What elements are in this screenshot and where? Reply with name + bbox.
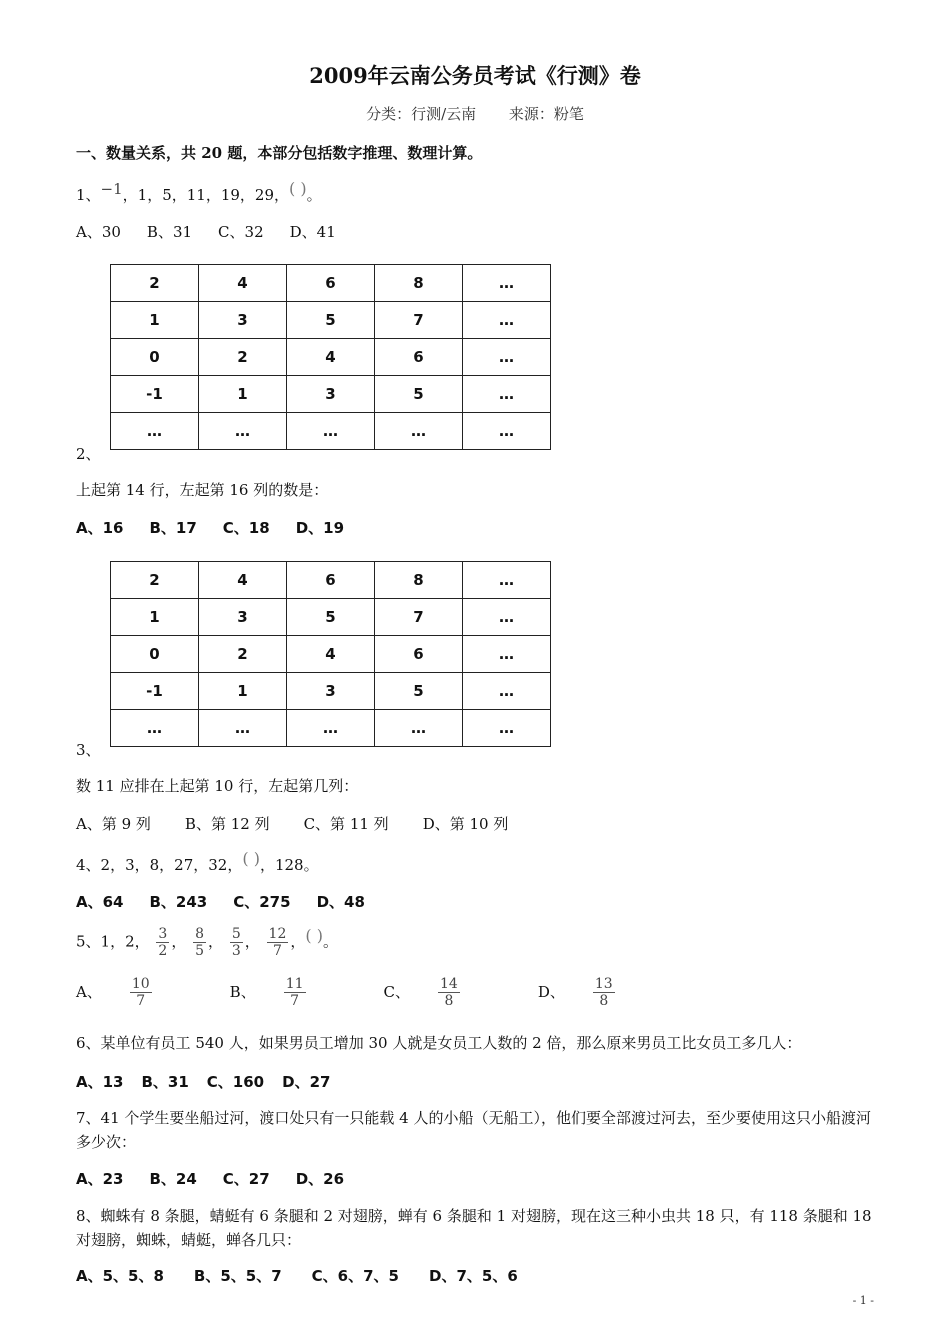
fraction: $\frac{5}{3}$ bbox=[231, 926, 241, 959]
grid-cell: 5 bbox=[287, 302, 375, 339]
option-b: B、243 bbox=[149, 893, 208, 911]
question-number: 7、 bbox=[76, 1109, 101, 1127]
question-number: 4、 bbox=[76, 856, 101, 874]
grid-cell: … bbox=[111, 413, 199, 450]
option-c: C、27 bbox=[222, 1170, 270, 1188]
options-q8 bbox=[76, 1265, 544, 1286]
fraction: $\frac{3}{2}$ bbox=[158, 926, 168, 959]
question-text: 蜘蛛有 8 条腿，蜻蜓有 6 条腿和 2 对翅膀，蝉有 6 条腿和 1 对翅膀，现在这三种小虫共 18 只，有 118 条腿和 18 对翅膀，蜘蛛，蜻蜓，蝉各几只： bbox=[76, 1207, 872, 1249]
grid-cell: 0 bbox=[111, 636, 199, 673]
option-c: C、第 11 列 bbox=[303, 815, 389, 833]
option-b: B、31 bbox=[141, 1073, 189, 1091]
grid-cell: 2 bbox=[199, 636, 287, 673]
grid-cell: 2 bbox=[111, 562, 199, 599]
grid-cell: 2 bbox=[199, 339, 287, 376]
option-b: B、31 bbox=[146, 223, 193, 241]
option-b: B、24 bbox=[149, 1170, 197, 1188]
question-3-text: 数 11 应排在上起第 10 行，左起第几列： bbox=[76, 777, 359, 795]
option-c: C、6、7、5 bbox=[311, 1267, 399, 1285]
option-c: C、160 bbox=[206, 1073, 265, 1091]
grid-cell: 6 bbox=[375, 339, 463, 376]
question-5: 5、1，2， $\frac{3}{2}$ ， $\frac{8}{5}$ ， $\frac{5}{3}$ ， $\frac{12}{7}$ ，( )。 bbox=[76, 925, 338, 959]
option-d: D、第 10 列 bbox=[422, 815, 509, 833]
option-a: A、5、5、8 bbox=[76, 1267, 164, 1285]
option-a: A、16 bbox=[76, 519, 124, 537]
blank-paren: ( ) bbox=[305, 925, 323, 945]
option-d: D、48 bbox=[316, 893, 365, 911]
grid-cell: … bbox=[375, 710, 463, 747]
sequence-text: 2，3，8，27，32， bbox=[100, 856, 243, 874]
option-c: C、 $\frac{14}{8}$ bbox=[383, 976, 458, 1009]
grid-cell: 8 bbox=[375, 265, 463, 302]
grid-cell: 4 bbox=[287, 339, 375, 376]
source-label: 来源：粉笔 bbox=[508, 105, 584, 123]
option-d: D、26 bbox=[295, 1170, 345, 1188]
grid-cell: … bbox=[463, 376, 551, 413]
fraction: $\frac{8}{5}$ bbox=[195, 926, 205, 959]
grid-cell: 6 bbox=[287, 562, 375, 599]
grid-cell: 4 bbox=[199, 265, 287, 302]
option-c: C、18 bbox=[222, 519, 270, 537]
options-q7 bbox=[76, 1168, 370, 1189]
option-c: C、275 bbox=[233, 893, 291, 911]
grid-cell: … bbox=[199, 413, 287, 450]
grid-cell: … bbox=[463, 265, 551, 302]
option-b: B、 $\frac{11}{7}$ bbox=[229, 976, 304, 1009]
grid-cell: -1 bbox=[111, 376, 199, 413]
negative-one: −1 bbox=[100, 180, 123, 198]
grid-cell: … bbox=[463, 562, 551, 599]
blank-paren: ( ) bbox=[289, 179, 307, 198]
option-d: D、41 bbox=[289, 223, 336, 241]
grid-cell: 1 bbox=[111, 302, 199, 339]
option-a: A、64 bbox=[76, 893, 124, 911]
fraction: $\frac{12}{7}$ bbox=[268, 926, 287, 959]
options-q3 bbox=[76, 813, 534, 834]
question-number: 5、 bbox=[76, 932, 101, 951]
option-d: D、27 bbox=[282, 1073, 331, 1091]
options-q2 bbox=[76, 517, 370, 538]
page-title: 2009年云南公务员考试《行测》卷 bbox=[309, 63, 641, 88]
number-grid-q2 bbox=[110, 264, 551, 450]
options-q1 bbox=[76, 221, 362, 242]
sequence-end: ，128。 bbox=[259, 856, 319, 874]
question-7 bbox=[76, 1106, 876, 1154]
grid-cell: … bbox=[287, 413, 375, 450]
grid-cell: … bbox=[199, 710, 287, 747]
grid-cell: -1 bbox=[111, 673, 199, 710]
grid-cell: 3 bbox=[199, 302, 287, 339]
option-d: D、7、5、6 bbox=[429, 1267, 518, 1285]
options-q6 bbox=[76, 1071, 356, 1092]
question-8 bbox=[76, 1204, 876, 1252]
grid-cell: 4 bbox=[199, 562, 287, 599]
grid-cell: 8 bbox=[375, 562, 463, 599]
grid-cell: … bbox=[463, 636, 551, 673]
doc-meta bbox=[0, 103, 950, 124]
option-d: D、19 bbox=[295, 519, 345, 537]
grid-cell: 2 bbox=[111, 265, 199, 302]
question-number: 6、 bbox=[76, 1034, 101, 1052]
question-number: 8、 bbox=[76, 1207, 101, 1225]
category-label: 分类：行测/云南 bbox=[366, 105, 477, 123]
grid-cell: … bbox=[287, 710, 375, 747]
sequence-text: 1，2， bbox=[100, 932, 150, 951]
question-3-number: 3、 bbox=[76, 741, 101, 759]
question-6 bbox=[76, 1031, 801, 1055]
number-grid-q3 bbox=[110, 561, 551, 747]
option-d: D、 $\frac{13}{8}$ bbox=[537, 976, 613, 1009]
question-text: 41 个学生要坐船过河，渡口处只有一只能载 4 人的小船（无船工），他们要全部渡过河去，至少要使用这只小船渡河多少次： bbox=[76, 1109, 871, 1151]
question-text: 某单位有员工 540 人，如果男员工增加 30 人就是女员工人数的 2 倍，那么原来男员工比女员工多几人： bbox=[100, 1034, 802, 1052]
grid-cell: 1 bbox=[199, 673, 287, 710]
grid-cell: 1 bbox=[199, 376, 287, 413]
question-2-text: 上起第 14 行，左起第 16 列的数是： bbox=[76, 481, 329, 499]
grid-cell: … bbox=[463, 413, 551, 450]
grid-cell: 3 bbox=[287, 376, 375, 413]
grid-cell: 6 bbox=[375, 636, 463, 673]
question-4 bbox=[76, 849, 319, 877]
grid-cell: 3 bbox=[287, 673, 375, 710]
options-q4 bbox=[76, 891, 391, 912]
option-a: A、23 bbox=[76, 1170, 124, 1188]
question-number: 1、 bbox=[76, 186, 101, 204]
grid-cell: 1 bbox=[111, 599, 199, 636]
grid-cell: … bbox=[463, 302, 551, 339]
option-a: A、第 9 列 bbox=[76, 815, 151, 833]
option-a: A、13 bbox=[76, 1073, 124, 1091]
grid-cell: 7 bbox=[375, 302, 463, 339]
grid-cell: 5 bbox=[375, 673, 463, 710]
page-number: - 1 - bbox=[852, 1294, 874, 1307]
grid-cell: 7 bbox=[375, 599, 463, 636]
grid-cell: … bbox=[375, 413, 463, 450]
sequence-text: ，1，5，11，19，29， bbox=[122, 186, 290, 204]
option-b: B、5、5、7 bbox=[193, 1267, 282, 1285]
grid-cell: 6 bbox=[287, 265, 375, 302]
grid-cell: … bbox=[463, 673, 551, 710]
section-heading: 一、数量关系，共 20 题，本部分包括数字推理、数理计算。 bbox=[76, 144, 483, 162]
grid-cell: 4 bbox=[287, 636, 375, 673]
grid-cell: 3 bbox=[199, 599, 287, 636]
grid-cell: 5 bbox=[287, 599, 375, 636]
grid-cell: … bbox=[463, 599, 551, 636]
option-a: A、30 bbox=[76, 223, 121, 241]
option-c: C、32 bbox=[218, 223, 264, 241]
question-2-number: 2、 bbox=[76, 445, 101, 463]
grid-cell: … bbox=[463, 710, 551, 747]
option-b: B、第 12 列 bbox=[184, 815, 270, 833]
sequence-end: 。 bbox=[306, 186, 322, 204]
blank-paren: ( ) bbox=[242, 849, 260, 868]
grid-cell: … bbox=[463, 339, 551, 376]
option-b: B、17 bbox=[149, 519, 197, 537]
grid-cell: 0 bbox=[111, 339, 199, 376]
sequence-end: 。 bbox=[322, 932, 338, 951]
question-1 bbox=[76, 179, 322, 207]
option-a: A、 $\frac{10}{7}$ bbox=[76, 976, 150, 1009]
grid-cell: 5 bbox=[375, 376, 463, 413]
grid-cell: … bbox=[111, 710, 199, 747]
options-q5 bbox=[76, 976, 693, 1009]
